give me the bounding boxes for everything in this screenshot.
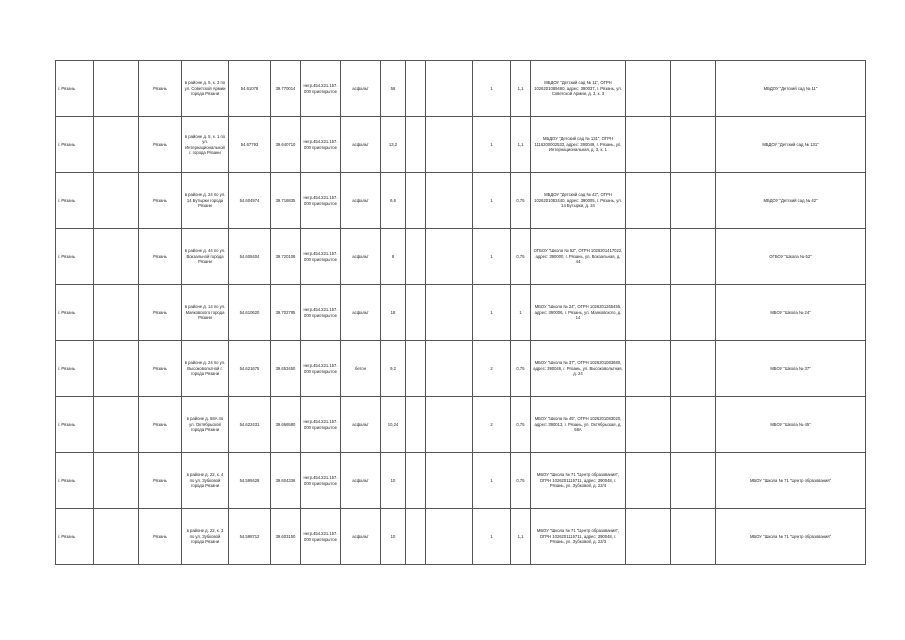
cell-latitude: 54.622431: [229, 397, 271, 453]
cell-longitude: 39.653450: [271, 341, 301, 397]
cell-latitude: 54.608404: [229, 229, 271, 285]
cell-source: МБОУ "Школа № 71 "Центр образования": [716, 453, 866, 509]
cell-empty: [671, 229, 716, 285]
cell-count: 1: [473, 285, 511, 341]
cell-owner: МБОУ "Школа № 45", ОГРН 1026201083020, адрес: 390013, г. Рязань, ул. Октябрьская, д. 58А: [531, 397, 626, 453]
cell-surface: негр.454.221.157.000 приоткрытое: [301, 453, 341, 509]
cell-address: в районе д. 58А по ул. Октябрьской города Рязани: [182, 397, 229, 453]
cell-owner: МБОУ "Школа № 37", ОГРН 1026201083680, адрес: 390046, г. Рязань, ул. Высоковольтная, д. 24: [531, 341, 626, 397]
cell-owner: МБОУ "Школа № 24", ОГРН 1026201265455, адрес: 390006, г. Рязань, ул. Маяковского, д. 14: [531, 285, 626, 341]
cell-city: г. Рязань: [56, 341, 94, 397]
cell-address: в районе д. 24 по ул. 14 Бутырки города Рязани: [182, 173, 229, 229]
cell-address: в районе д. 5, к. 3 по ул. Советской Армии города Рязани: [182, 61, 229, 117]
cell-source: ОГБОУ "Школа № 52": [716, 229, 866, 285]
table-row: [56, 229, 866, 285]
cell-empty: [671, 285, 716, 341]
cell-count: 1: [473, 173, 511, 229]
cell-empty: [406, 453, 426, 509]
cell-empty: [406, 229, 426, 285]
cell-empty: [94, 173, 139, 229]
cell-empty: [406, 341, 426, 397]
cell-material: асфальт: [341, 61, 381, 117]
cell-address: в районе д. 14 по ул. Маяковского города Рязани: [182, 285, 229, 341]
registry-table: [55, 60, 866, 565]
cell-empty: [406, 61, 426, 117]
cell-owner: ОГБОУ "Школа № 52", ОГРН 1026201417022, адрес: 390000, г. Рязань, ул. Вокзальная, д. 44: [531, 229, 626, 285]
cell-empty: [626, 229, 671, 285]
cell-region: Рязань: [139, 509, 182, 565]
cell-material: бетон: [341, 341, 381, 397]
cell-longitude: 39.666580: [271, 397, 301, 453]
cell-material: асфальт: [341, 397, 381, 453]
cell-empty: [671, 341, 716, 397]
cell-empty: [426, 117, 473, 173]
cell-latitude: 54.61078: [229, 61, 271, 117]
cell-area: 18: [381, 285, 406, 341]
cell-address: в районе д. 44 по ул. Вокзальной города Рязани: [182, 229, 229, 285]
cell-region: Рязань: [139, 173, 182, 229]
cell-city: г. Рязань: [56, 173, 94, 229]
cell-empty: [94, 341, 139, 397]
cell-city: г. Рязань: [56, 229, 94, 285]
cell-region: Рязань: [139, 229, 182, 285]
cell-surface: негр.454.221.157.000 приоткрытое: [301, 61, 341, 117]
cell-surface: негр.454.221.157.000 приоткрытое: [301, 229, 341, 285]
cell-volume: 0,75: [511, 453, 531, 509]
cell-surface: негр.454.221.157.000 приоткрытое: [301, 117, 341, 173]
cell-empty: [426, 285, 473, 341]
cell-empty: [626, 117, 671, 173]
cell-material: асфальт: [341, 117, 381, 173]
cell-volume: 1: [511, 285, 531, 341]
cell-area: 13,2: [381, 117, 406, 173]
cell-city: г. Рязань: [56, 453, 94, 509]
cell-area: 10: [381, 453, 406, 509]
cell-source: МБОУ "Школа № 37": [716, 341, 866, 397]
cell-count: 1: [473, 117, 511, 173]
cell-volume: 1,1: [511, 61, 531, 117]
cell-longitude: 39.720108: [271, 229, 301, 285]
cell-latitude: 54.598712: [229, 509, 271, 565]
cell-latitude: 54.610620: [229, 285, 271, 341]
cell-empty: [626, 397, 671, 453]
cell-latitude: 54.604974: [229, 173, 271, 229]
cell-empty: [94, 453, 139, 509]
cell-source: МБДОУ "Детский сад № 11": [716, 61, 866, 117]
table-row: [56, 117, 866, 173]
cell-empty: [626, 509, 671, 565]
cell-empty: [671, 397, 716, 453]
table-row: [56, 61, 866, 117]
cell-empty: [671, 61, 716, 117]
cell-area: 10: [381, 509, 406, 565]
cell-empty: [426, 397, 473, 453]
cell-empty: [94, 397, 139, 453]
cell-source: МБДОУ "Детский сад № 131": [716, 117, 866, 173]
cell-longitude: 39.770014: [271, 61, 301, 117]
cell-count: 2: [473, 397, 511, 453]
cell-latitude: 54.599428: [229, 453, 271, 509]
cell-city: г. Рязань: [56, 509, 94, 565]
cell-city: г. Рязань: [56, 285, 94, 341]
cell-owner: МБОУ "Школа № 71 "Центр образования", ОГРН 1026201115711, адрес: 390048, г. Рязань, ул. Зубковой, д. 22/4: [531, 453, 626, 509]
cell-surface: негр.454.221.157.000 приоткрытое: [301, 341, 341, 397]
cell-empty: [426, 229, 473, 285]
cell-empty: [626, 341, 671, 397]
cell-region: Рязань: [139, 453, 182, 509]
cell-address: в районе д. 24 по ул. Высоковольтной г. города Рязани: [182, 341, 229, 397]
cell-address: в районе д. 22, к. 4 по ул. Зубковой города Рязани: [182, 453, 229, 509]
cell-volume: 0,75: [511, 341, 531, 397]
cell-region: Рязань: [139, 61, 182, 117]
cell-volume: 0,75: [511, 173, 531, 229]
cell-surface: негр.454.221.157.000 приоткрытое: [301, 173, 341, 229]
cell-empty: [406, 509, 426, 565]
cell-material: асфальт: [341, 229, 381, 285]
cell-empty: [406, 285, 426, 341]
cell-area: 10,24: [381, 397, 406, 453]
cell-empty: [626, 453, 671, 509]
cell-city: г. Рязань: [56, 117, 94, 173]
cell-area: 6,6: [381, 173, 406, 229]
table-row: [56, 509, 866, 565]
table-row: [56, 341, 866, 397]
cell-empty: [426, 341, 473, 397]
cell-longitude: 39.640710: [271, 117, 301, 173]
cell-latitude: 54.621675: [229, 341, 271, 397]
cell-empty: [94, 117, 139, 173]
cell-longitude: 39.603150: [271, 509, 301, 565]
cell-area: 9,2: [381, 341, 406, 397]
cell-source: МБОУ "Школа № 24": [716, 285, 866, 341]
cell-empty: [626, 173, 671, 229]
cell-material: асфальт: [341, 173, 381, 229]
cell-empty: [671, 117, 716, 173]
cell-count: 1: [473, 453, 511, 509]
cell-source: МБДОУ "Детский сад № 42": [716, 173, 866, 229]
cell-volume: 1,1: [511, 509, 531, 565]
cell-address: в районе д. 22, к. 3 по ул. Зубковой города Рязани: [182, 509, 229, 565]
cell-count: 2: [473, 341, 511, 397]
cell-empty: [671, 173, 716, 229]
cell-source: МБОУ "Школа № 71 "Центр образования": [716, 509, 866, 565]
cell-longitude: 39.716835: [271, 173, 301, 229]
cell-address: в районе д. 5, к. 1 по ул. Интернациональной г. города Рязани: [182, 117, 229, 173]
cell-count: 1: [473, 229, 511, 285]
cell-empty: [426, 173, 473, 229]
cell-latitude: 54.67793: [229, 117, 271, 173]
cell-owner: МБДОУ "Детский сад № 42", ОГРН 1026201082440, адрес: 390005, г. Рязань, ул. 14 Бутырки, д. 24: [531, 173, 626, 229]
cell-city: г. Рязань: [56, 61, 94, 117]
cell-surface: негр.454.221.157.000 приоткрытое: [301, 509, 341, 565]
cell-volume: 0,75: [511, 229, 531, 285]
cell-volume: 1,1: [511, 117, 531, 173]
cell-region: Рязань: [139, 397, 182, 453]
cell-material: асфальт: [341, 509, 381, 565]
cell-empty: [671, 509, 716, 565]
cell-material: асфальт: [341, 285, 381, 341]
cell-longitude: 39.604336: [271, 453, 301, 509]
cell-empty: [94, 61, 139, 117]
cell-empty: [406, 117, 426, 173]
cell-city: г. Рязань: [56, 397, 94, 453]
cell-count: 1: [473, 61, 511, 117]
cell-empty: [94, 229, 139, 285]
cell-empty: [671, 453, 716, 509]
cell-area: 8: [381, 229, 406, 285]
table-row: [56, 173, 866, 229]
cell-owner: МБОУ "Школа № 71 "Центр образования", ОГРН 1026201115711, адрес: 390048, г. Рязань, ул. Зубковой, д. 22/3: [531, 509, 626, 565]
cell-owner: МБДОУ "Детский сад № 11", ОГРН 1026201089460, адрес: 390037, г. Рязань, ул. Советской Армии, д. 3, к. 3: [531, 61, 626, 117]
cell-region: Рязань: [139, 341, 182, 397]
cell-region: Рязань: [139, 117, 182, 173]
cell-empty: [626, 61, 671, 117]
cell-empty: [626, 285, 671, 341]
cell-surface: негр.454.221.157.000 приоткрытое: [301, 397, 341, 453]
table-row: [56, 285, 866, 341]
cell-empty: [406, 397, 426, 453]
cell-empty: [94, 285, 139, 341]
cell-material: асфальт: [341, 453, 381, 509]
cell-area: 56: [381, 61, 406, 117]
cell-surface: негр.454.221.157.000 приоткрытое: [301, 285, 341, 341]
cell-longitude: 39.702785: [271, 285, 301, 341]
cell-region: Рязань: [139, 285, 182, 341]
table-row: [56, 453, 866, 509]
cell-owner: МБДОУ "Детский сад № 131", ОГРН 1116200002533, адрес: 390049, г. Рязань, ул. Интернациональная, д. 3, к. 1: [531, 117, 626, 173]
cell-empty: [426, 453, 473, 509]
table-row: [56, 397, 866, 453]
cell-volume: 0,75: [511, 397, 531, 453]
cell-source: МБОУ "Школа № 45": [716, 397, 866, 453]
cell-empty: [406, 173, 426, 229]
cell-empty: [94, 509, 139, 565]
cell-empty: [426, 61, 473, 117]
cell-count: 1: [473, 509, 511, 565]
cell-empty: [426, 509, 473, 565]
